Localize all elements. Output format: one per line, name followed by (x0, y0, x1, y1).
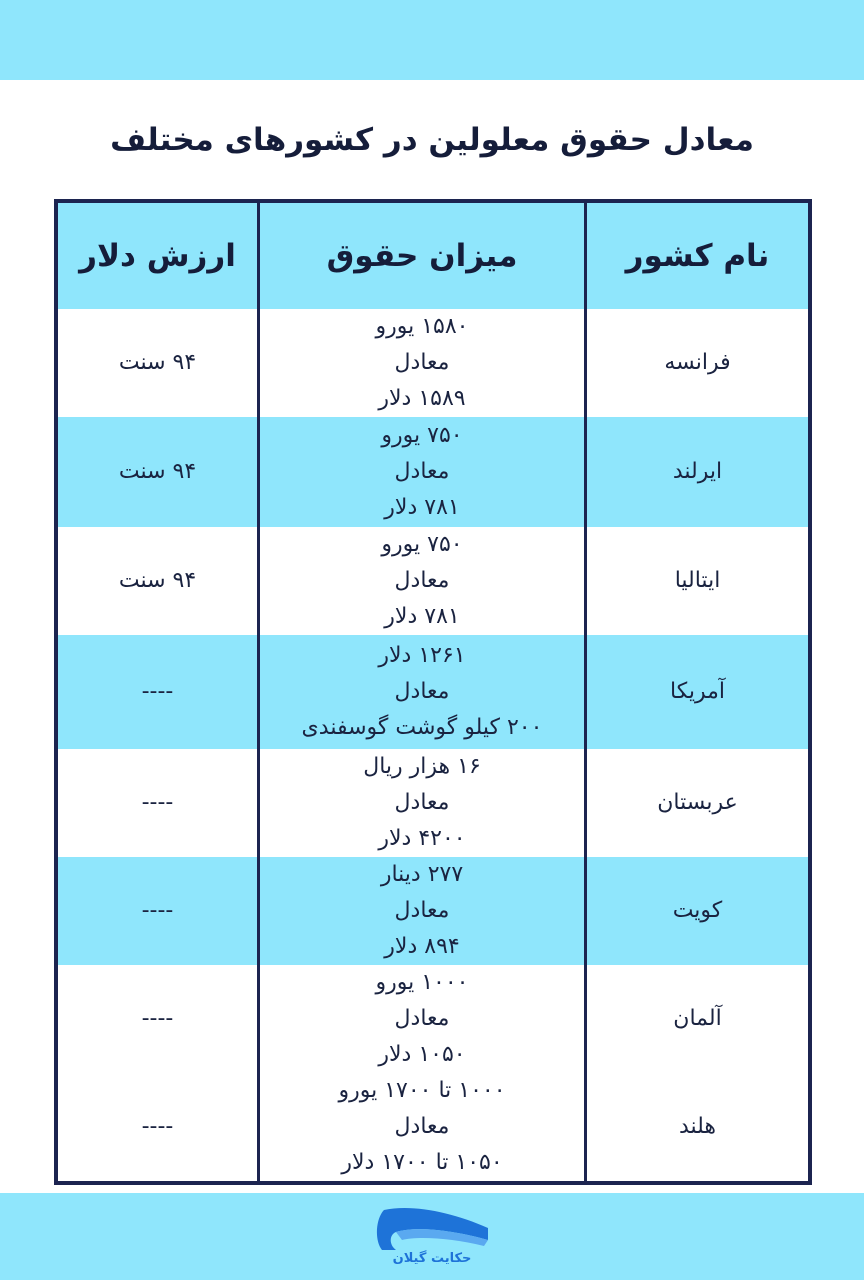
salary-cell (259, 965, 586, 1073)
dollar-value-cell: ---- (56, 749, 259, 857)
salary-table (54, 199, 812, 1185)
dollar-value-cell: ۹۴ سنت (56, 417, 259, 527)
salary-line: ۱۰۰۰ یورو (375, 970, 469, 995)
header-dollar-value: ارزش دلار (56, 201, 259, 309)
table-row (56, 527, 810, 635)
country-cell: کویت (586, 857, 811, 965)
salary-line: ۲۷۷ دینار (380, 862, 464, 887)
salary-line: ۷۸۱ دلار (384, 495, 460, 520)
salary-cell (259, 527, 586, 635)
logo-text: حکایت گیلان (392, 1251, 472, 1266)
top-band (0, 0, 864, 80)
salary-cell (259, 635, 586, 749)
country-cell: فرانسه (586, 309, 811, 417)
salary-line: ۴۲۰۰ دلار (378, 826, 466, 851)
country-cell: ایتالیا (586, 527, 811, 635)
salary-cell (259, 1073, 586, 1183)
dollar-value-cell: ---- (56, 857, 259, 965)
table-row (56, 1073, 810, 1183)
salary-line: ۱۲۶۱ دلار (378, 643, 466, 668)
table-row (56, 857, 810, 965)
page-title: معادل حقوق معلولین در کشورهای مختلف (110, 122, 754, 158)
salary-line: ۲۰۰ کیلو گوشت گوسفندی (301, 715, 543, 740)
salary-line: معادل (394, 1114, 450, 1139)
salary-line: ۱۰۰۰ تا ۱۷۰۰ یورو (338, 1078, 506, 1103)
dollar-value-cell: ---- (56, 1073, 259, 1183)
salary-line: معادل (394, 350, 450, 375)
salary-line: معادل (394, 568, 450, 593)
hekayat-logo (372, 1200, 492, 1272)
salary-line: معادل (394, 790, 450, 815)
salary-line: ۱۵۸۰ یورو (375, 314, 469, 339)
salary-line: معادل (394, 679, 450, 704)
country-cell: هلند (586, 1073, 811, 1183)
salary-line: ۱۶ هزار ریال (363, 754, 481, 779)
country-cell: عربستان (586, 749, 811, 857)
dollar-value-cell: ۹۴ سنت (56, 309, 259, 417)
salary-line: ۱۰۵۰ دلار (378, 1042, 466, 1067)
salary-line: معادل (394, 459, 450, 484)
salary-line: ۷۵۰ یورو (381, 423, 463, 448)
table-row (56, 417, 810, 527)
salary-line: ۷۸۱ دلار (384, 604, 460, 629)
salary-line: ۱۰۵۰ تا ۱۷۰۰ دلار (341, 1150, 503, 1175)
header-salary: میزان حقوق (259, 201, 586, 309)
table-header-row (56, 201, 810, 309)
dollar-value-cell: ---- (56, 635, 259, 749)
country-cell: آلمان (586, 965, 811, 1073)
table-row (56, 635, 810, 749)
salary-line: معادل (394, 898, 450, 923)
dollar-value-cell: ---- (56, 965, 259, 1073)
header-country: نام کشور (586, 201, 811, 309)
salary-cell (259, 417, 586, 527)
salary-cell (259, 309, 586, 417)
table-row (56, 309, 810, 417)
dollar-value-cell: ۹۴ سنت (56, 527, 259, 635)
logo-mark-icon (372, 1200, 492, 1272)
country-cell: ایرلند (586, 417, 811, 527)
salary-cell (259, 749, 586, 857)
country-cell: آمریکا (586, 635, 811, 749)
salary-cell (259, 857, 586, 965)
table-row (56, 749, 810, 857)
salary-line: معادل (394, 1006, 450, 1031)
salary-line: ۱۵۸۹ دلار (378, 386, 466, 411)
salary-line: ۸۹۴ دلار (384, 934, 460, 959)
salary-line: ۷۵۰ یورو (381, 532, 463, 557)
table-row (56, 965, 810, 1073)
